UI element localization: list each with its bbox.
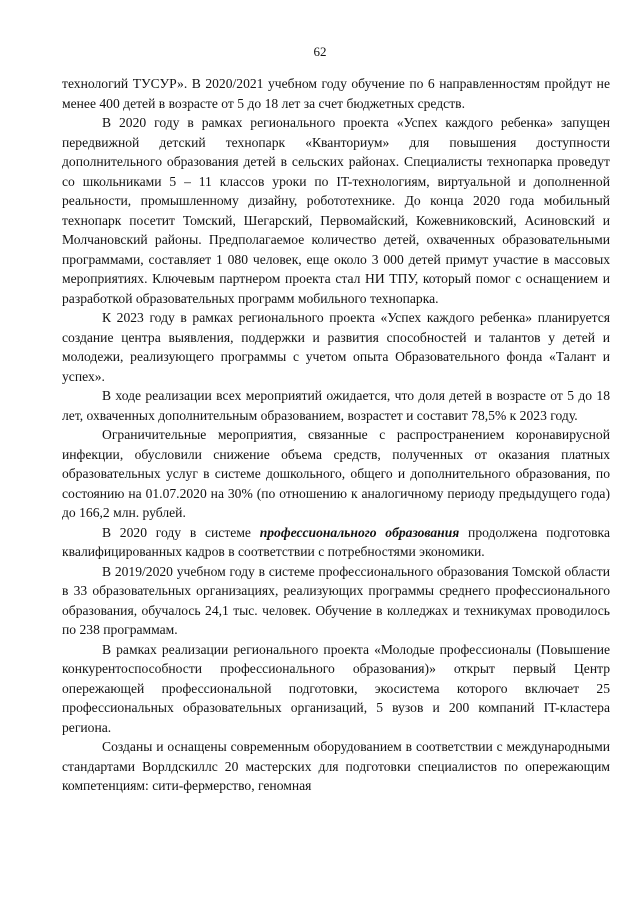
paragraph-talent-center: К 2023 году в рамках регионального проекта «Успех каждого ребенка» планируется создание центра выявления, поддержки и развития способностей и талантов у детей и молодежи, реализующего программы с учетом опыта Образовательного фонда «Талант и успех».	[62, 310, 610, 384]
paragraph-young-professionals: В рамках реализации регионального проекта «Молодые профессионалы (Повышение конкурентоспособности профессионального образования)» открыт первый Центр опережающей профессиональной подготовки, экосистема которого включает 25 профессиональных образовательных организаций, 5 вузов и 200 компаний IT-кластера региона.	[62, 641, 610, 735]
paragraph-vocational-education	[62, 523, 610, 562]
paragraph-covid-restrictions: Ограничительные мероприятия, связанные с распространением коронавирусной инфекции, обусловили снижение объема средств, полученных от оказания платных образовательных услуг в системе дошкольного, общего и дополнительного образования, по состоянию на 01.07.2020 на 30% (по отношению к аналогичному периоду предыдущего года) до 166,2 млн. рублей.	[62, 427, 610, 520]
paragraph-continuation: технологий ТУСУР». В 2020/2021 учебном году обучение по 6 направленностям пройдут не менее 400 детей в возрасте от 5 до 18 лет за счет бюджетных средств.	[62, 76, 610, 111]
document-body	[62, 74, 610, 796]
emphasized-term: профессионального образования	[259, 524, 460, 540]
paragraph-mobile-technopark: В 2020 году в рамках регионального проекта «Успех каждого ребенка» запущен передвижной детский технопарк «Кванториум» для повышения доступности дополнительного образования детей в сельских районах. Специалисты технопарка проведут со школьниками 5 – 11 классов уроки по IT-технологиям, виртуальной и дополненной реальности, промышленному дизайну, робототехнике. До конца 2020 года мобильный технопарк посетит Томский, Шегарский, Первомайский, Кожевниковский, Асиновский и Молчановский районы. Предполагаемое количество детей, охваченных образовательными программами, составляет 1 080 человек, еще около 3 000 детей примут участие в массовых мероприятиях. Ключевым партнером проекта стал НИ ТПУ, который помог с оснащением и разработкой образовательных программ мобильного технопарка.	[62, 115, 610, 306]
paragraph-coverage-target: В ходе реализации всех мероприятий ожидается, что доля детей в возрасте от 5 до 18 лет, охваченных дополнительным образованием, возрастет и составит 78,5% к 2023 году.	[62, 388, 610, 423]
paragraph-text-before: В 2020 году в системе	[102, 524, 260, 540]
paragraph-worldskills-workshops: Созданы и оснащены современным оборудованием в соответствии с международными стандартами Ворлдскиллс 20 мастерских для подготовки специалистов по опережающим компетенциям: сити-фермерство, геномная	[62, 739, 610, 793]
paragraph-enrollment-stats: В 2019/2020 учебном году в системе профессионального образования Томской области в 33 образовательных организациях, реализующих программы среднего профессионального образования, обучалось 24,1 тыс. человек. Обучение в колледжах и техникумах проводилось по 238 программам.	[62, 563, 610, 637]
page-number: 62	[313, 44, 327, 59]
paragraph-text-after: продолжена подготовка квалифицированных кадров в соответствии с потребностями экономики.	[62, 524, 610, 559]
